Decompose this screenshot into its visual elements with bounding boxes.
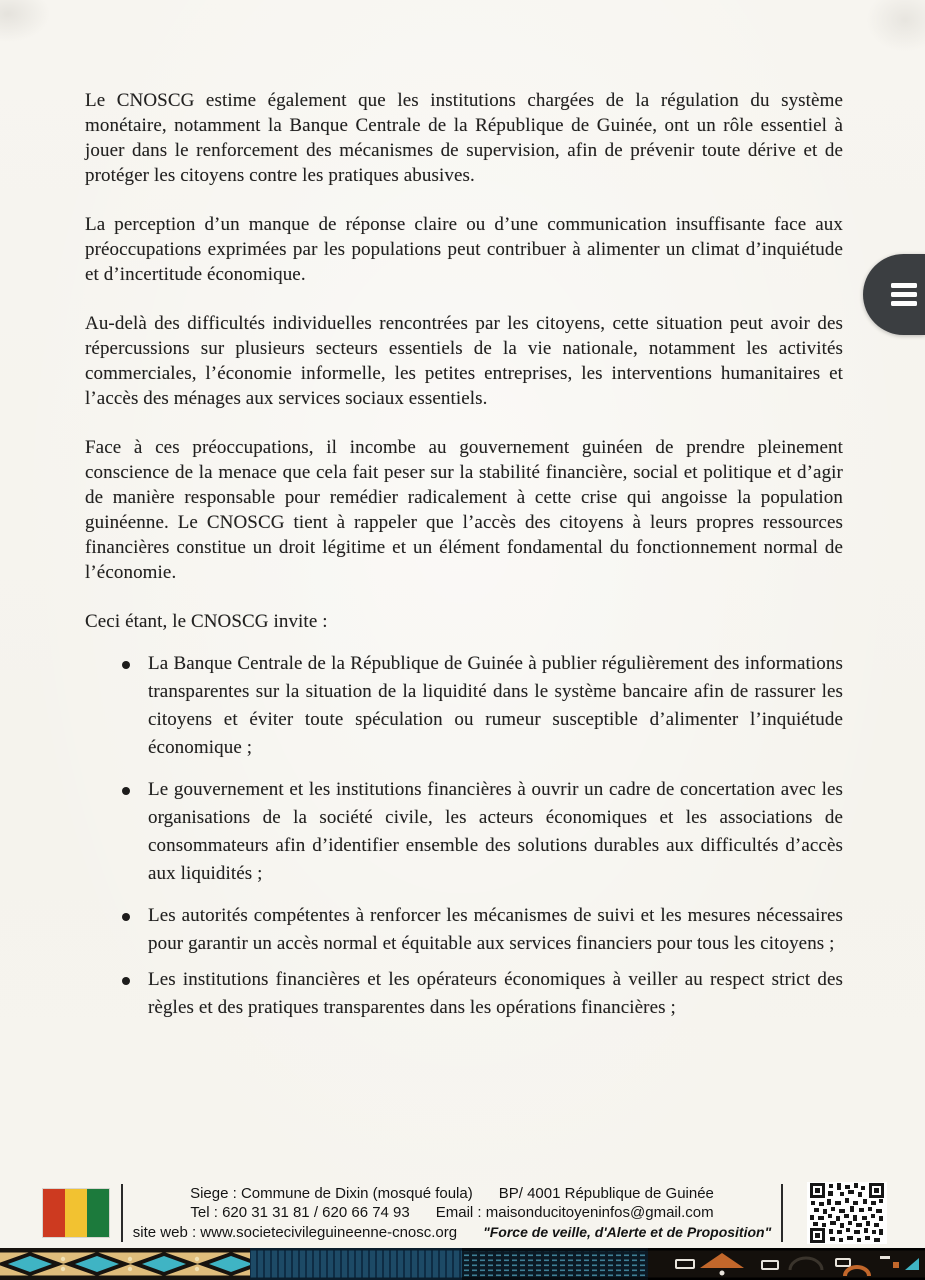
paragraph: La perception d’un manque de réponse claire ou d’une communication insuffisante face aux préoccupations exprimées par les populations peut contribuer à alimenter un climat d’inquiétude et d’incertitude économique. bbox=[85, 214, 843, 285]
bullet-item bbox=[85, 776, 843, 888]
bullet-dot bbox=[122, 787, 130, 795]
footer-line-3: site web : www.societecivileguineenne-cnosc.org "Force de veille, d'Alerte et de Proposition" bbox=[132, 1223, 772, 1241]
footer-line-2: Tel : 620 31 31 81 / 620 66 74 93 Email : maisonducitoyeninfos@gmail.com bbox=[190, 1204, 714, 1222]
bullet-dot bbox=[122, 661, 130, 669]
bullet-text: La Banque Centrale de la République de Guinée à publier régulièrement des informations transparentes sur la situation de la liquidité dans le système bancaire afin de rassurer les citoyens et éviter toute spéculation ou rumeur susceptible d’alimenter l’inquiétude économique ; bbox=[148, 653, 843, 758]
bullet-item bbox=[85, 966, 843, 1022]
qr-code bbox=[807, 1182, 887, 1244]
invite-bullet-list bbox=[85, 650, 843, 1022]
bullet-item bbox=[85, 902, 843, 958]
paragraph: Le CNOSCG estime également que les institutions chargées de la régulation du système monétaire, notamment la Banque Centrale de la République de Guinée, ont un rôle essentiel à jouer dans le renforcement des mécanismes de supervision, afin de prévenir toute dérive et de protéger les citoyens contre les pratiques abusives. bbox=[85, 90, 843, 186]
footer-line-1: Siege : Commune de Dixin (mosqué foula) BP/ 4001 République de Guinée bbox=[190, 1184, 714, 1202]
footer-contact bbox=[123, 1184, 781, 1243]
bullet-text: Le gouvernement et les institutions financières à ouvrir un cadre de concertation avec les organisations de la société civile, les acteurs économiques et les associations de consommateurs afin d’identifier ensemble des solutions durables aux difficultés d’accès aux liquidités ; bbox=[148, 779, 843, 884]
footer-motto: "Force de veille, d'Alerte et de Proposition" bbox=[483, 1223, 772, 1240]
bullet-item bbox=[85, 650, 843, 762]
bullet-text: Les institutions financières et les opérateurs économiques à veiller au respect strict des règles et des pratiques transparentes dans les opérations financières ; bbox=[148, 969, 843, 1018]
bullet-dot bbox=[122, 977, 130, 985]
menu-button[interactable] bbox=[863, 254, 925, 335]
footer bbox=[0, 1178, 925, 1248]
paragraph-invite-lead: Ceci étant, le CNOSCG invite : bbox=[85, 611, 328, 632]
paragraph: Au-delà des difficultés individuelles rencontrées par les citoyens, cette situation peut avoir des répercussions sur plusieurs secteurs essentiels de la vie nationale, notamment les activités commerciales, l’économie informelle, les petites entreprises, les interventions humanitaires et l’accès des ménages aux services sociaux essentiels. bbox=[85, 313, 843, 409]
bullet-text: Les autorités compétentes à renforcer les mécanismes de suivi et les mesures nécessaires pour garantir un accès normal et équitable aux services financiers pour tous les citoyens ; bbox=[148, 905, 843, 954]
paragraph: Face à ces préoccupations, il incombe au gouvernement guinéen de prendre pleinement conscience de la menace que cela fait peser sur la stabilité financière, social et politique et d’agir de manière responsable pour remédier radicalement à cette crise qui angoisse la population guinéenne. Le CNOSCG tient à rappeler que l’accès des citoyens à leurs propres ressources financières constitue un droit légitime et un élément fondamental du fonctionnement normal de l’économie. bbox=[85, 437, 843, 583]
decorative-border bbox=[0, 1248, 925, 1280]
bullet-dot bbox=[122, 913, 130, 921]
guinea-flag-logo bbox=[43, 1189, 109, 1237]
footer-divider bbox=[781, 1184, 783, 1242]
document-page bbox=[85, 88, 843, 1036]
hamburger-icon bbox=[891, 283, 917, 306]
